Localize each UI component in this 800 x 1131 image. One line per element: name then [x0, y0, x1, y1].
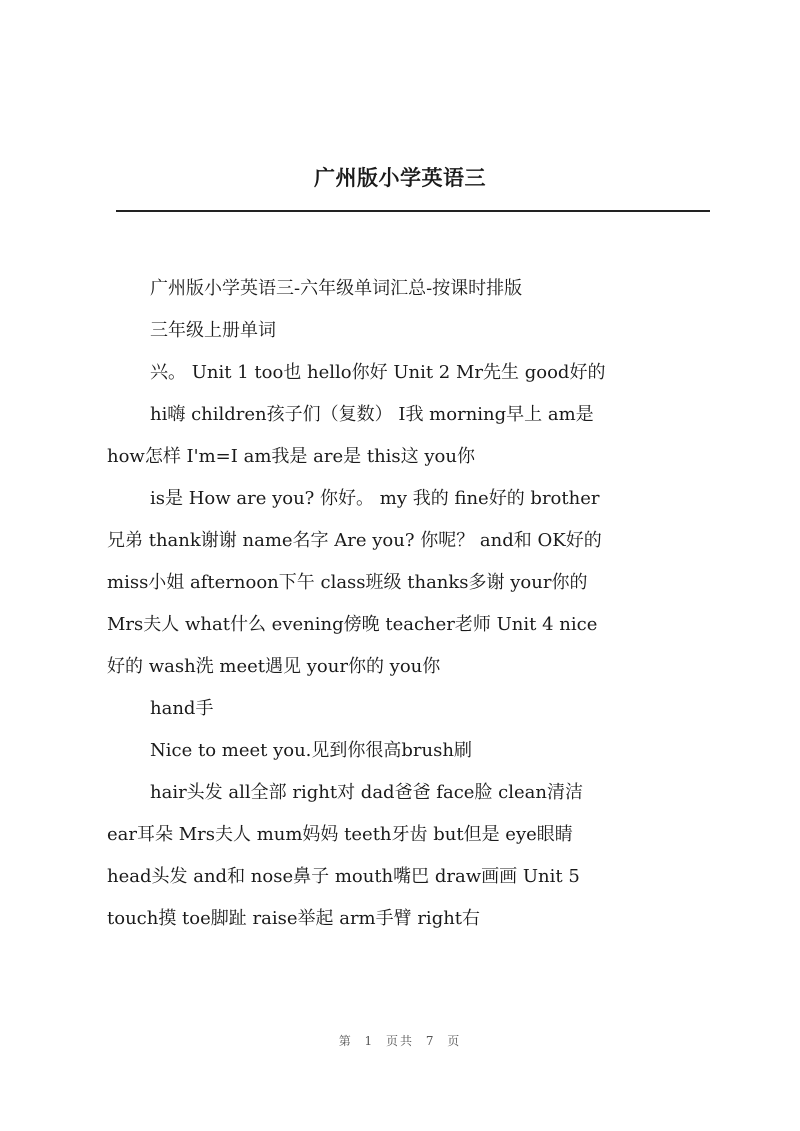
document-body: [107, 268, 717, 940]
body-line: hair头发 all全部 right对 dad爸爸 face脸 clean清洁: [150, 782, 583, 803]
body-line: Nice to meet you.见到你很高brush刷: [150, 740, 472, 761]
body-line: miss小姐 afternoon下午 class班级 thanks多谢 your你的: [107, 572, 588, 593]
body-line: touch摸 toe脚趾 raise举起 arm手臂 right右: [107, 908, 481, 929]
body-line: 广州版小学英语三-六年级单词汇总-按课时排版: [150, 278, 523, 299]
body-line: Mrs夫人 what什么 evening傍晚 teacher老师 Unit 4 nice: [107, 614, 598, 635]
body-line: 兴。 Unit 1 too也 hello你好 Unit 2 Mr先生 good好的: [150, 362, 606, 383]
body-line: head头发 and和 nose鼻子 mouth嘴巴 draw画画 Unit 5: [107, 866, 580, 887]
body-line: 好的 wash洗 meet遇见 your你的 you你: [107, 656, 441, 677]
body-line: 三年级上册单词: [150, 320, 276, 341]
body-line: 兄弟 thank谢谢 name名字 Are you? 你呢？ and和 OK好的: [107, 530, 602, 551]
body-line: hi嗨 children孩子们（复数） I我 morning早上 am是: [150, 404, 594, 425]
page-number-footer: 第 1 页共 7 页: [338, 1034, 462, 1048]
body-line: is是 How are you? 你好。 my 我的 fine好的 brother: [150, 488, 600, 509]
body-line: hand手: [150, 698, 214, 719]
page-title: 广州版小学英语三: [314, 166, 486, 190]
body-line: ear耳朵 Mrs夫人 mum妈妈 teeth牙齿 but但是 eye眼睛: [107, 824, 573, 845]
title-divider: [116, 210, 710, 212]
body-line: how怎样 I'm=I am我是 are是 this这 you你: [107, 446, 475, 467]
